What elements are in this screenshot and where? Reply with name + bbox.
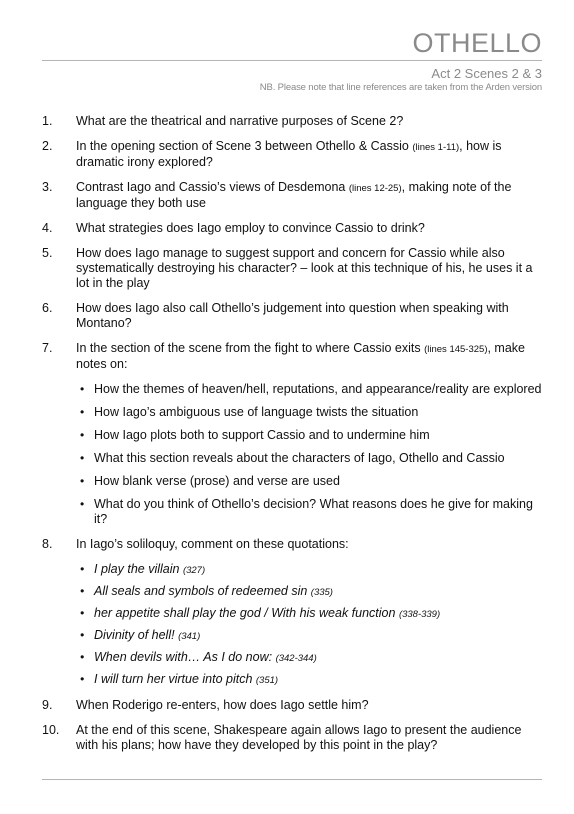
question-2 [42,139,542,170]
line-reference: (lines 12-25) [348,183,402,194]
question-9 [42,698,542,713]
question-number: 6. [42,301,53,315]
bullet-item: • How the themes of heaven/hell, reputations, and appearance/reality are explored [76,382,542,397]
question-text: In the opening section of Scene 3 between Othello & Cassio [76,139,413,153]
line-reference: (lines 1-11) [412,142,460,153]
line-reference: (lines 145-325) [424,344,488,355]
quotation-line-ref: (341) [178,631,201,642]
question-number: 2. [42,139,53,153]
quotation-text: her appetite shall play the god / With his weak function [94,606,399,620]
page-title: OTHELLO [412,28,542,58]
quotation-text: I play the villain [94,562,183,576]
quotation-line-ref: (351) [255,675,279,686]
question-text-cont: , how is dramatic irony explored? [76,139,502,169]
question-8 [42,537,542,688]
bullet-item: • What do you think of Othello’s decision? What reasons does he give for making it? [76,497,542,527]
quotation-item [76,628,542,644]
question-text: At the end of this scene, Shakespeare again allows Iago to present the audience with his plans; how have they developed by this point in the play? [76,723,522,752]
quotation-text: All seals and symbols of redeemed sin [94,584,311,598]
question-number: 7. [42,341,53,355]
question-list [42,114,542,763]
question-3 [42,180,542,211]
page-subtitle: Act 2 Scenes 2 & 3 [431,66,542,81]
question-text: What strategies does Iago employ to convince Cassio to drink? [76,221,425,235]
quotation-line-ref: (335) [310,587,333,598]
question-number: 3. [42,180,53,194]
question-10 [42,723,542,753]
quotation-text: When devils with… As I do now: [94,650,276,664]
bullet-item: • What this section reveals about the characters of Iago, Othello and Cassio [76,451,542,466]
quotation-item [76,606,542,622]
quotation-item [76,650,542,666]
question-text: Contrast Iago and Cassio’s views of Desdemona [76,180,349,194]
footer-divider [42,779,542,780]
quotation-text: Divinity of hell! [94,628,179,642]
question-7 [42,341,542,527]
question-text: In Iago’s soliloquy, comment on these quotations: [76,537,349,551]
bullet-list [76,382,542,527]
bullet-item: • How blank verse (prose) and verse are used [76,474,542,489]
question-text-cont: , making note of the language they both use [76,180,512,210]
question-number: 9. [42,698,53,712]
quotation-item [76,562,542,578]
quotation-text: I will turn her virtue into pitch [94,672,256,686]
bullet-item: • How Iago plots both to support Cassio and to undermine him [76,428,542,443]
quotation-item [76,584,542,600]
bullet-item: • How Iago’s ambiguous use of language twists the situation [76,405,542,420]
quotation-line-ref: (342-344) [275,653,317,664]
question-number: 1. [42,114,53,128]
question-number: 5. [42,246,53,260]
quotation-item [76,672,542,688]
question-number: 4. [42,221,53,235]
question-text: How does Iago manage to suggest support and concern for Cassio while also systematically destroying his character? – look at this technique of his, he uses it a lot in the play [76,246,533,290]
question-4 [42,221,542,236]
quotation-line-ref: (327) [182,565,206,576]
question-number: 10. [42,723,60,737]
question-5 [42,246,542,291]
header-divider [42,60,542,61]
question-number: 8. [42,537,53,551]
question-6 [42,301,542,331]
question-text: When Roderigo re-enters, how does Iago settle him? [76,698,369,712]
question-text: In the section of the scene from the fight to where Cassio exits [76,341,425,355]
quotation-list [76,562,542,688]
question-text: What are the theatrical and narrative purposes of Scene 2? [76,114,404,128]
source-note: NB. Please note that line references are taken from the Arden version [259,82,542,93]
question-text-cont: , make notes on: [76,341,525,371]
question-text: How does Iago also call Othello’s judgement into question when speaking with Montano? [76,301,509,330]
quotation-line-ref: (338-339) [398,609,441,620]
question-1 [42,114,542,129]
